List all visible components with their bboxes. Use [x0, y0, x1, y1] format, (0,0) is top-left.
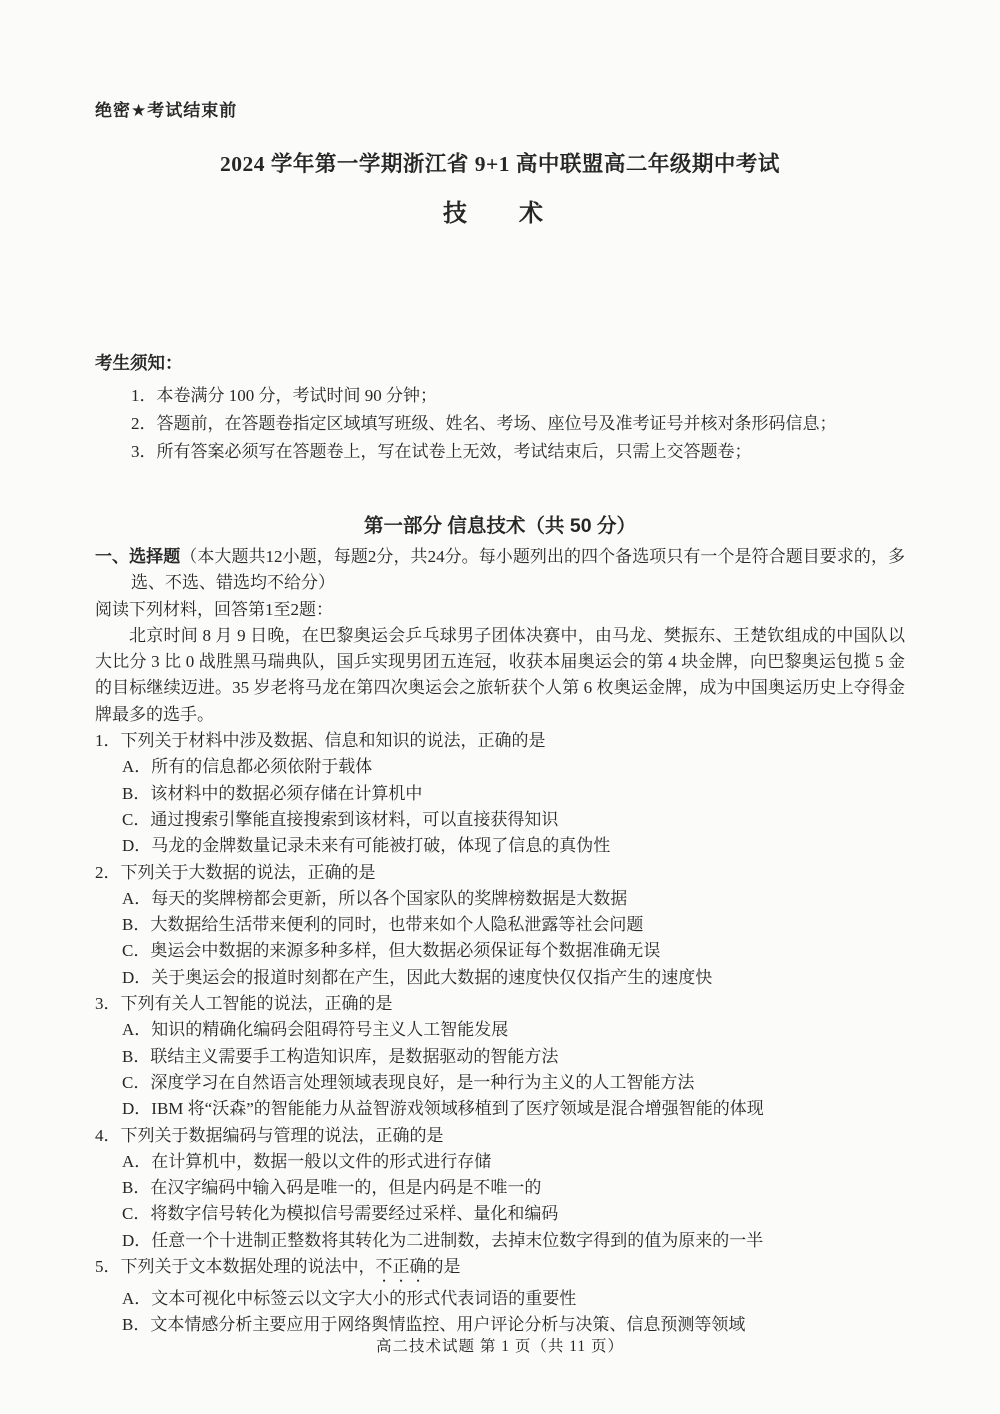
question-option: A．在计算机中，数据一般以文件的形式进行存储: [122, 1151, 492, 1171]
question-5: [95, 1254, 905, 1339]
question-option: A．知识的精确化编码会阻碍符号主义人工智能发展: [122, 1020, 509, 1040]
notice-item: 3．所有答案必须写在答题卷上，写在试卷上无效，考试结束后，只需上交答题卷；: [131, 442, 752, 461]
exam-title: 2024 学年第一学期浙江省 9+1 高中联盟高二年级期中考试: [220, 152, 780, 176]
question-text: 下列有关人工智能的说法，正确的是: [120, 994, 393, 1014]
question-text: 下列关于文本数据处理的说法中，: [120, 1257, 376, 1277]
question-text: 下列关于材料中涉及数据、信息和知识的说法，正确的是: [120, 731, 546, 751]
question-number: 1．: [95, 731, 121, 751]
question-number: 2．: [95, 862, 121, 882]
notice-heading: 考生须知：: [95, 353, 183, 373]
question-option: A．文本可视化中标签云以文字大小的形式代表词语的重要性: [122, 1289, 577, 1309]
question-text-emphasized: 不正确: [375, 1257, 427, 1277]
question-1: [95, 728, 905, 859]
question-text: 下列关于数据编码与管理的说法，正确的是: [120, 1125, 444, 1145]
question-3: [95, 991, 905, 1122]
part-title: 第一部分 信息技术（共 50 分）: [364, 515, 636, 537]
question-stem: [95, 1123, 905, 1149]
question-option: A．所有的信息都必须依附于载体: [122, 757, 373, 777]
question-stem: [95, 991, 905, 1017]
reading-material: 北京时间 8 月 9 日晚，在巴黎奥运会乒乓球男子团体决赛中，由马龙、樊振东、王楚钦组成的中国队以大比分 3 比 0 战胜黑马瑞典队，国乒实现男团五连冠，收获本届奥运会的第 4 块金牌，向巴黎奥运包揽 5 金的目标继续迈进。35 岁老将马龙在第四次奥运会之旅斩获个人第 6 枚奥运金牌，成为中国奥运历史上夺得金牌最多的选手。: [95, 625, 905, 724]
page-footer: 高二技术试题 第 1 页（共 11 页）: [375, 1338, 625, 1355]
exam-body: [95, 544, 905, 1339]
question-option: D．关于奥运会的报道时刻都在产生，因此大数据的速度快仅仅指产生的速度快: [122, 967, 713, 987]
question-option: D．马龙的金牌数量记录未来有可能被打破，体现了信息的真伪性: [122, 836, 611, 856]
question-option: C．深度学习在自然语言处理领域表现良好，是一种行为主义的人工智能方法: [122, 1072, 695, 1092]
question-option: B．该材料中的数据必须存储在计算机中: [122, 783, 423, 803]
question-option: C．将数字信号转化为模拟信号需要经过采样、量化和编码: [122, 1204, 559, 1224]
section-intro: [95, 544, 905, 597]
question-option: B．在汉字编码中输入码是唯一的，但是内码是不唯一的: [122, 1178, 542, 1198]
question-option: D．任意一个十进制正整数将其转化为二进制数，去掉末位数字得到的值为原来的一半: [122, 1230, 764, 1250]
question-number: 3．: [95, 994, 121, 1014]
question-2: [95, 860, 905, 991]
question-text: 下列关于大数据的说法，正确的是: [120, 862, 376, 882]
question-number: 4．: [95, 1125, 121, 1145]
notice-item: 1．本卷满分 100 分，考试时间 90 分钟；: [131, 386, 437, 405]
question-stem: [95, 860, 905, 886]
notice-list: [95, 382, 905, 466]
question-option: B．文本情感分析主要应用于网络舆情监控、用户评论分析与决策、信息预测等领域: [122, 1315, 746, 1335]
question-option: C．通过搜索引擎能直接搜索到该材料，可以直接获得知识: [122, 809, 559, 829]
question-stem: [95, 1254, 905, 1286]
question-text: 的是: [426, 1257, 461, 1277]
question-option: C．奥运会中数据的来源多种多样，但大数据必须保证每个数据准确无误: [122, 941, 661, 961]
section-desc: （本大题共12小题，每题2分，共24分。每小题列出的四个备选项只有一个是符合题目要求的，多选、不选、错选均不给分）: [131, 547, 906, 593]
section-label: 一、选择题: [95, 547, 181, 566]
subject-title: 技 术: [443, 201, 557, 227]
question-option: B．大数据给生活带来便利的同时，也带来如个人隐私泄露等社会问题: [122, 915, 644, 935]
question-option: A．每天的奖牌榜都会更新，所以各个国家队的奖牌榜数据是大数据: [122, 888, 628, 908]
question-number: 5．: [95, 1257, 121, 1277]
question-stem: [95, 728, 905, 754]
question-option: B．联结主义需要手工构造知识库，是数据驱动的智能方法: [122, 1046, 559, 1066]
question-option: D．IBM 将“沃森”的智能能力从益智游戏领域移植到了医疗领域是混合增强智能的体现: [122, 1099, 764, 1119]
reading-intro: 阅读下列材料，回答第1至2题：: [95, 599, 333, 619]
notice-item: 2．答题前，在答题卷指定区域填写班级、姓名、考场、座位号及准考证号并核对条形码信息；: [131, 414, 837, 433]
question-4: [95, 1123, 905, 1254]
security-label: 绝密★考试结束前: [95, 101, 238, 120]
